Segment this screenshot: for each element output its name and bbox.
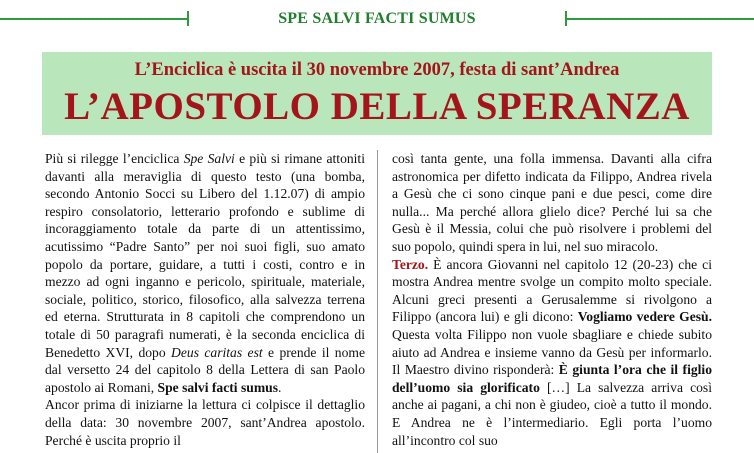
text-run: e più si rimane attoniti davanti alla meraviglia di questo testo (una bomba, secondo Antonio Socci su Libero del 1.12.07) di ampio respiro consolatorio, letterario profondo e sublime di incoraggiamento totale da parte di un attentissimo, acutissimo “Padre Santo” per noi suoi figli, suo amato popolo da portare, guidare, a tutti i costi, contro e in mezzo ad ogni inganno e pericolo, spirituale, materiale, sociale, politico, storico, filosofico, alla salvezza terrena ed eterna. Strutturata in 8 capitoli che comprendono un totale di 50 paragrafi numerati, è la seconda enciclica di Benedetto XVI, dopo — [45, 151, 365, 360]
text-run: È ancora Giovanni nel capitolo 12 (20-23) che ci mostra Andrea mentre svolge un compito molto speciale. Alcuni greci presenti a Gerusalemme si rivolgono a Filippo (ancora lui) e gli dicono: — [392, 256, 712, 325]
right-paragraph-1: così tanta gente, una folla immensa. Davanti alla cifra astronomica per difetto indicata da Filippo, Andrea rivela a Gesù che ci sono cinque pani e due pesci, come dire nulla... Ma perché allora glielo dice? Perché lui sa che Gesù è il Messia, colui che può risolvere i problemi del suo popolo, quindi spera in lui, nel suo miracolo. — [392, 151, 712, 254]
paragraph-label: Terzo. — [392, 256, 429, 272]
left-paragraph-2: Ancor prima di iniziarne la lettura ci colpisce il dettaglio della data: 30 novembre 2007, sant’Andrea apostolo. Perché è uscita proprio il — [45, 397, 365, 448]
header-rule-right — [566, 18, 754, 20]
text-run-italic: Spe Salvi — [183, 151, 235, 166]
text-run-italic: Deus caritas est — [171, 344, 263, 360]
text-run: Più si rilegge l’enciclica — [45, 151, 184, 166]
text-run-bold: Spe salvi facti sumus — [157, 379, 278, 395]
left-column — [45, 150, 365, 453]
right-column — [392, 150, 712, 453]
title-panel — [42, 52, 712, 135]
article-headline: L’APOSTOLO DELLA SPERANZA — [64, 85, 690, 128]
text-run-bold: Vogliamo vedere Gesù. — [577, 309, 712, 325]
column-divider — [377, 150, 378, 453]
section-label: SPE SALVI FACTI SUMUS — [278, 10, 476, 27]
article-subtitle: L’Enciclica è uscita il 30 novembre 2007, festa di sant’Andrea — [134, 60, 620, 80]
header-rule-left — [0, 18, 187, 20]
left-paragraph-1 — [45, 150, 365, 396]
text-run: […] La salvezza arriva così anche ai pagani, a chi non è giudeo, cioè a tutto il mondo. E Andrea ne è l’intermediario. Egli porta l’uomo all’incontro col suo — [392, 379, 712, 448]
text-run: . — [278, 379, 282, 395]
header-rule-tick-left — [187, 11, 189, 26]
text-run: Questa volta Filippo non vuole sbagliare e chiede subito aiuto ad Andrea e insieme vanno da Gesù per informarlo. Il Maestro divino risponderà: — [392, 326, 712, 378]
text-run: e prende il nome dal versetto 24 del capitolo 8 della Lettera di san Paolo apostolo ai Romani, — [45, 344, 365, 395]
section-header — [0, 0, 754, 36]
text-run-bold: È giunta l’ora che il figlio dell’uomo sia glorificato — [392, 362, 712, 395]
right-paragraph-2 — [392, 256, 712, 450]
